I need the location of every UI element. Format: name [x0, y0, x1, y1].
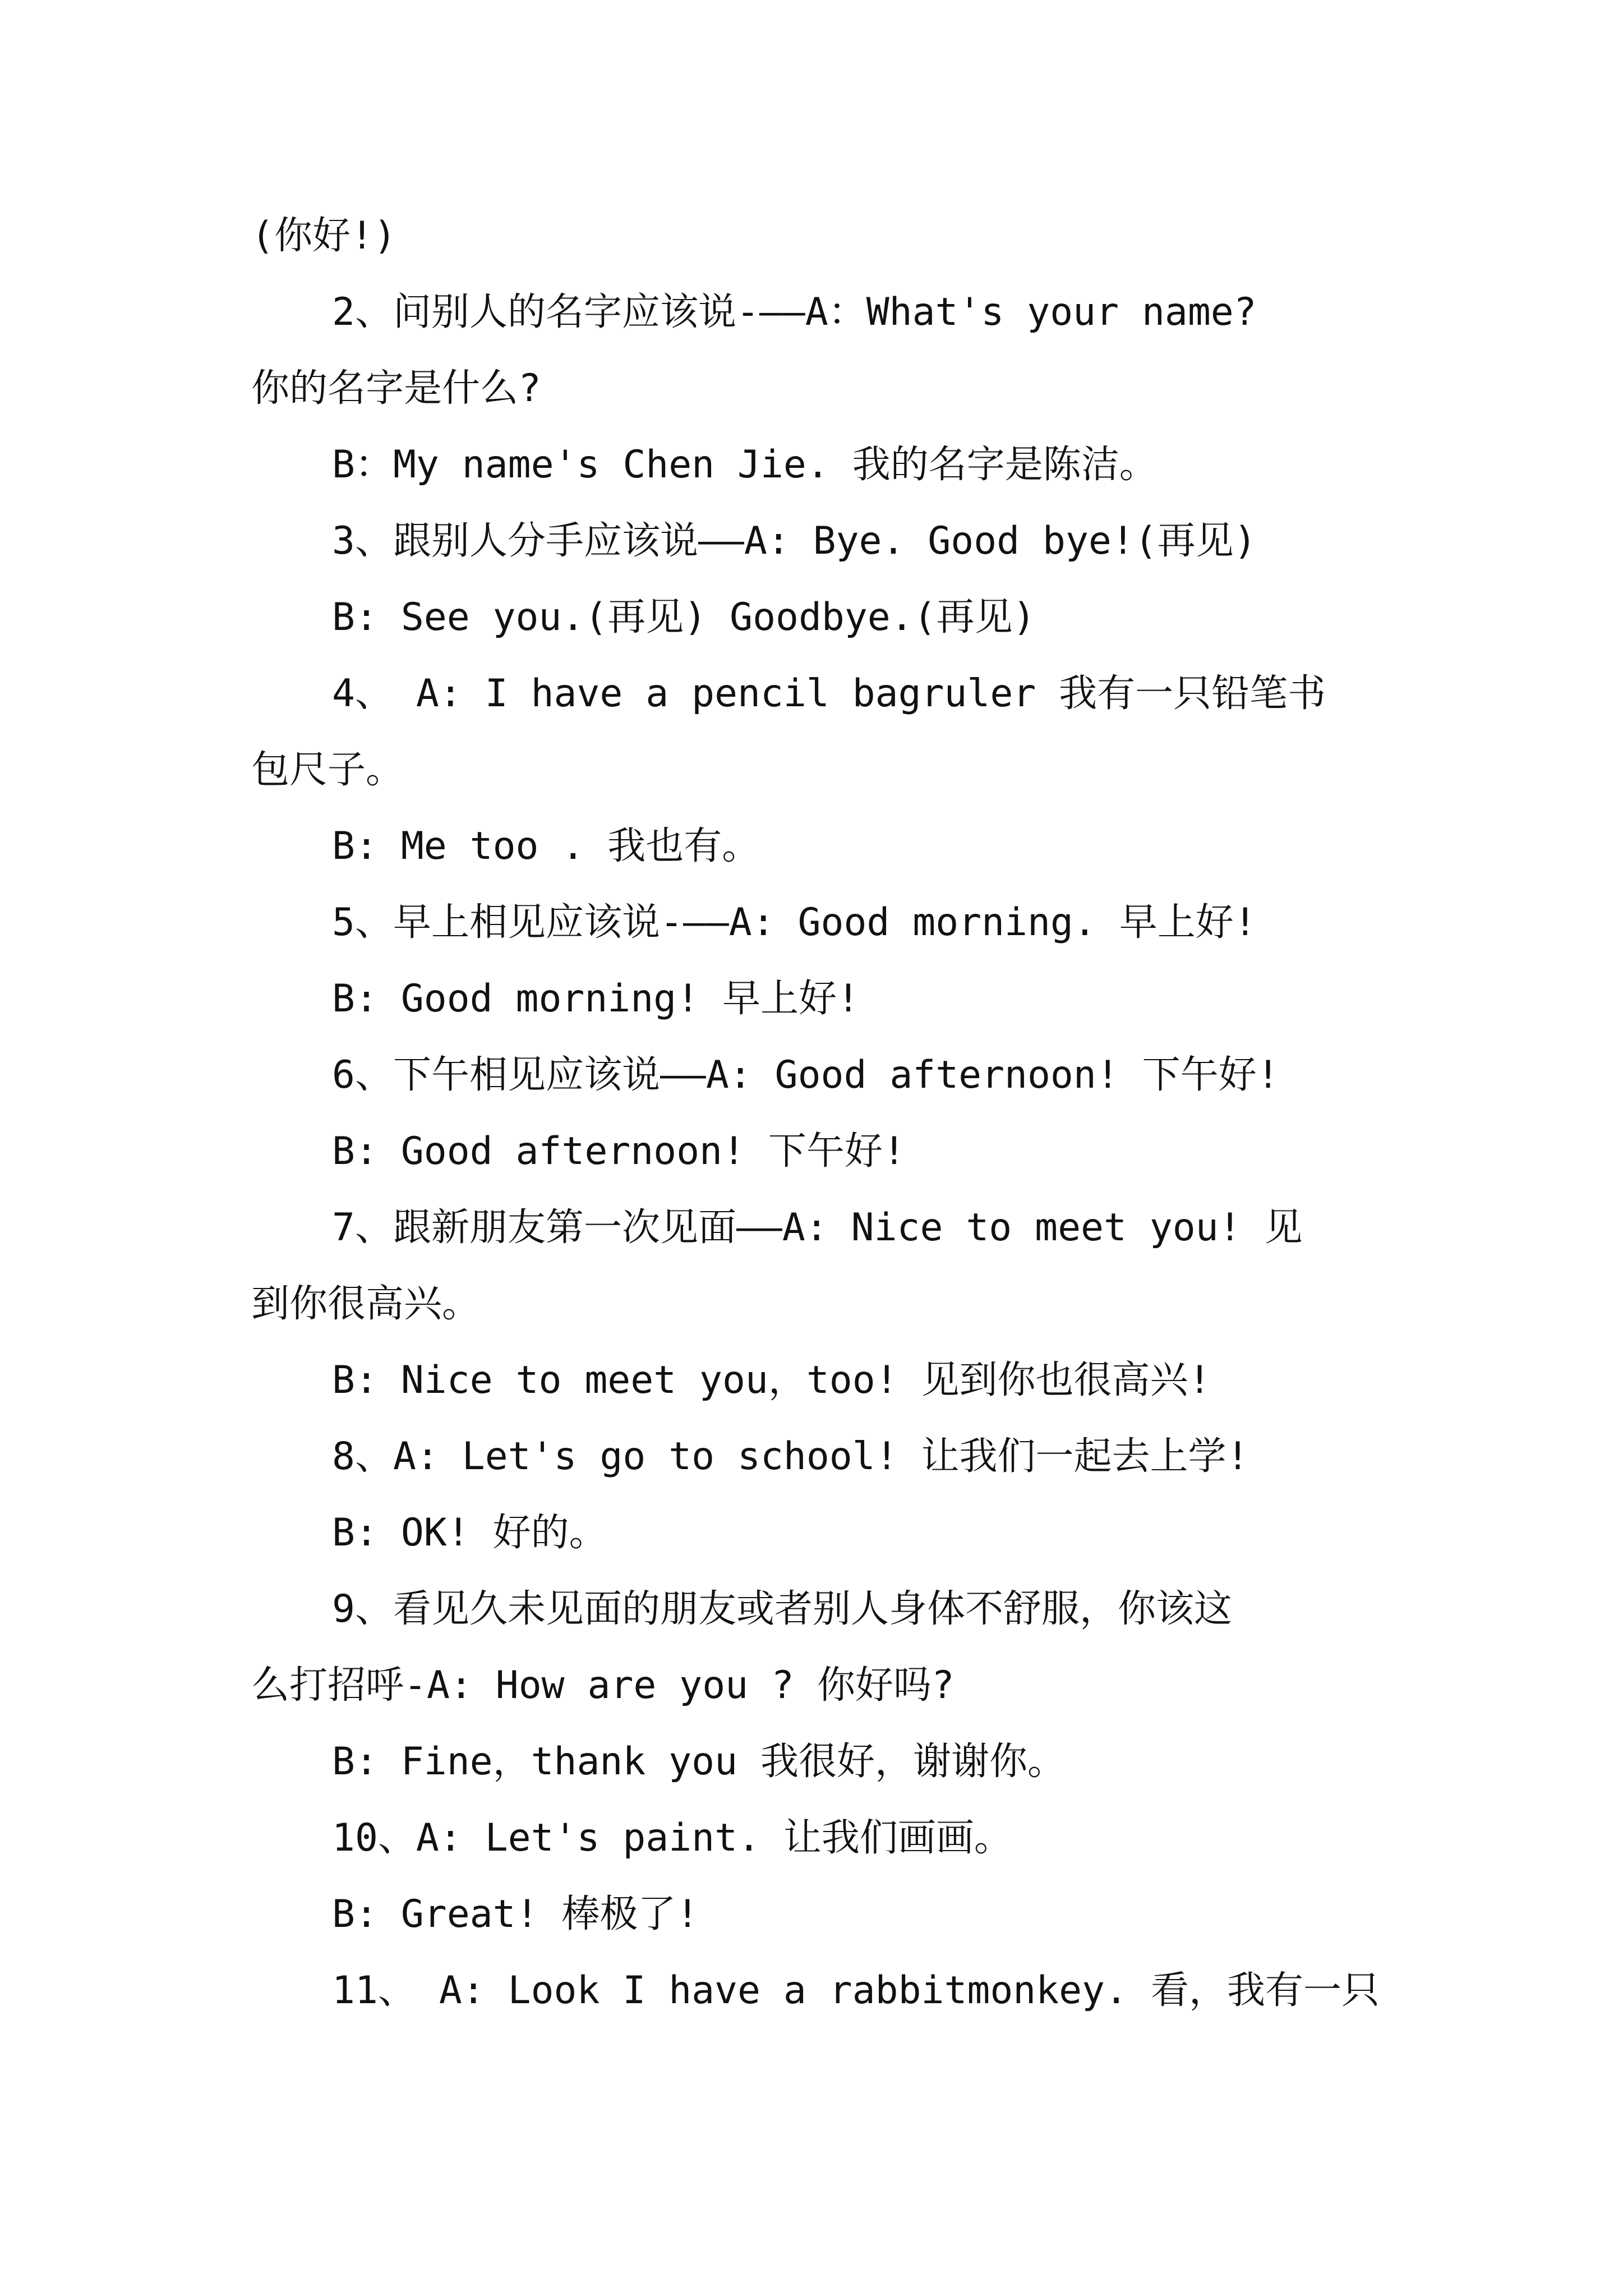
- text-line-7: 4、 A: I have a pencil bagruler 我有一只铅笔书: [332, 671, 1326, 716]
- text-line-4: B：My name's Chen Jie. 我的名字是陈洁。: [332, 443, 1158, 487]
- text-line-11: B: Good morning! 早上好!: [332, 977, 860, 1021]
- text-line-10: 5、早上相见应该说-——A: Good morning. 早上好!: [332, 900, 1257, 945]
- text-line-2: 2、问别人的名字应该说-——A：What's your name?: [332, 290, 1257, 334]
- text-line-9: B: Me too . 我也有。: [332, 824, 760, 868]
- text-line-21: B: Fine，thank you 我很好，谢谢你。: [332, 1740, 1066, 1784]
- text-line-3: 你的名字是什么?: [251, 366, 541, 411]
- text-line-23: B: Great! 棒极了!: [332, 1892, 699, 1936]
- text-line-1: (你好!): [251, 214, 396, 258]
- text-line-19: 9、看见久未见面的朋友或者别人身体不舒服，你该这: [332, 1587, 1232, 1631]
- text-line-12: 6、下午相见应该说——A: Good afternoon! 下午好!: [332, 1053, 1280, 1097]
- text-line-18: B: OK! 好的。: [332, 1511, 607, 1555]
- text-line-20: 么打招呼-A: How are you ? 你好吗?: [251, 1663, 955, 1708]
- text-line-16: B: Nice to meet you，too! 见到你也很高兴!: [332, 1358, 1211, 1402]
- text-line-13: B: Good afternoon! 下午好!: [332, 1129, 906, 1174]
- text-line-22: 10、A: Let's paint. 让我们画画。: [332, 1816, 1012, 1860]
- text-line-24: 11、 A: Look I have a rabbitmonkey. 看，我有一只: [332, 1968, 1380, 2013]
- text-line-5: 3、跟别人分手应该说——A: Bye. Good bye!(再见): [332, 519, 1257, 563]
- text-line-6: B: See you.(再见) Goodbye.(再见): [332, 595, 1036, 639]
- text-line-17: 8、A: Let's go to school! 让我们一起去上学!: [332, 1434, 1249, 1479]
- text-line-14: 7、跟新朋友第一次见面——A: Nice to meet you! 见: [332, 1205, 1303, 1250]
- text-line-15: 到你很高兴。: [251, 1282, 481, 1326]
- text-line-8: 包尺子。: [251, 748, 404, 792]
